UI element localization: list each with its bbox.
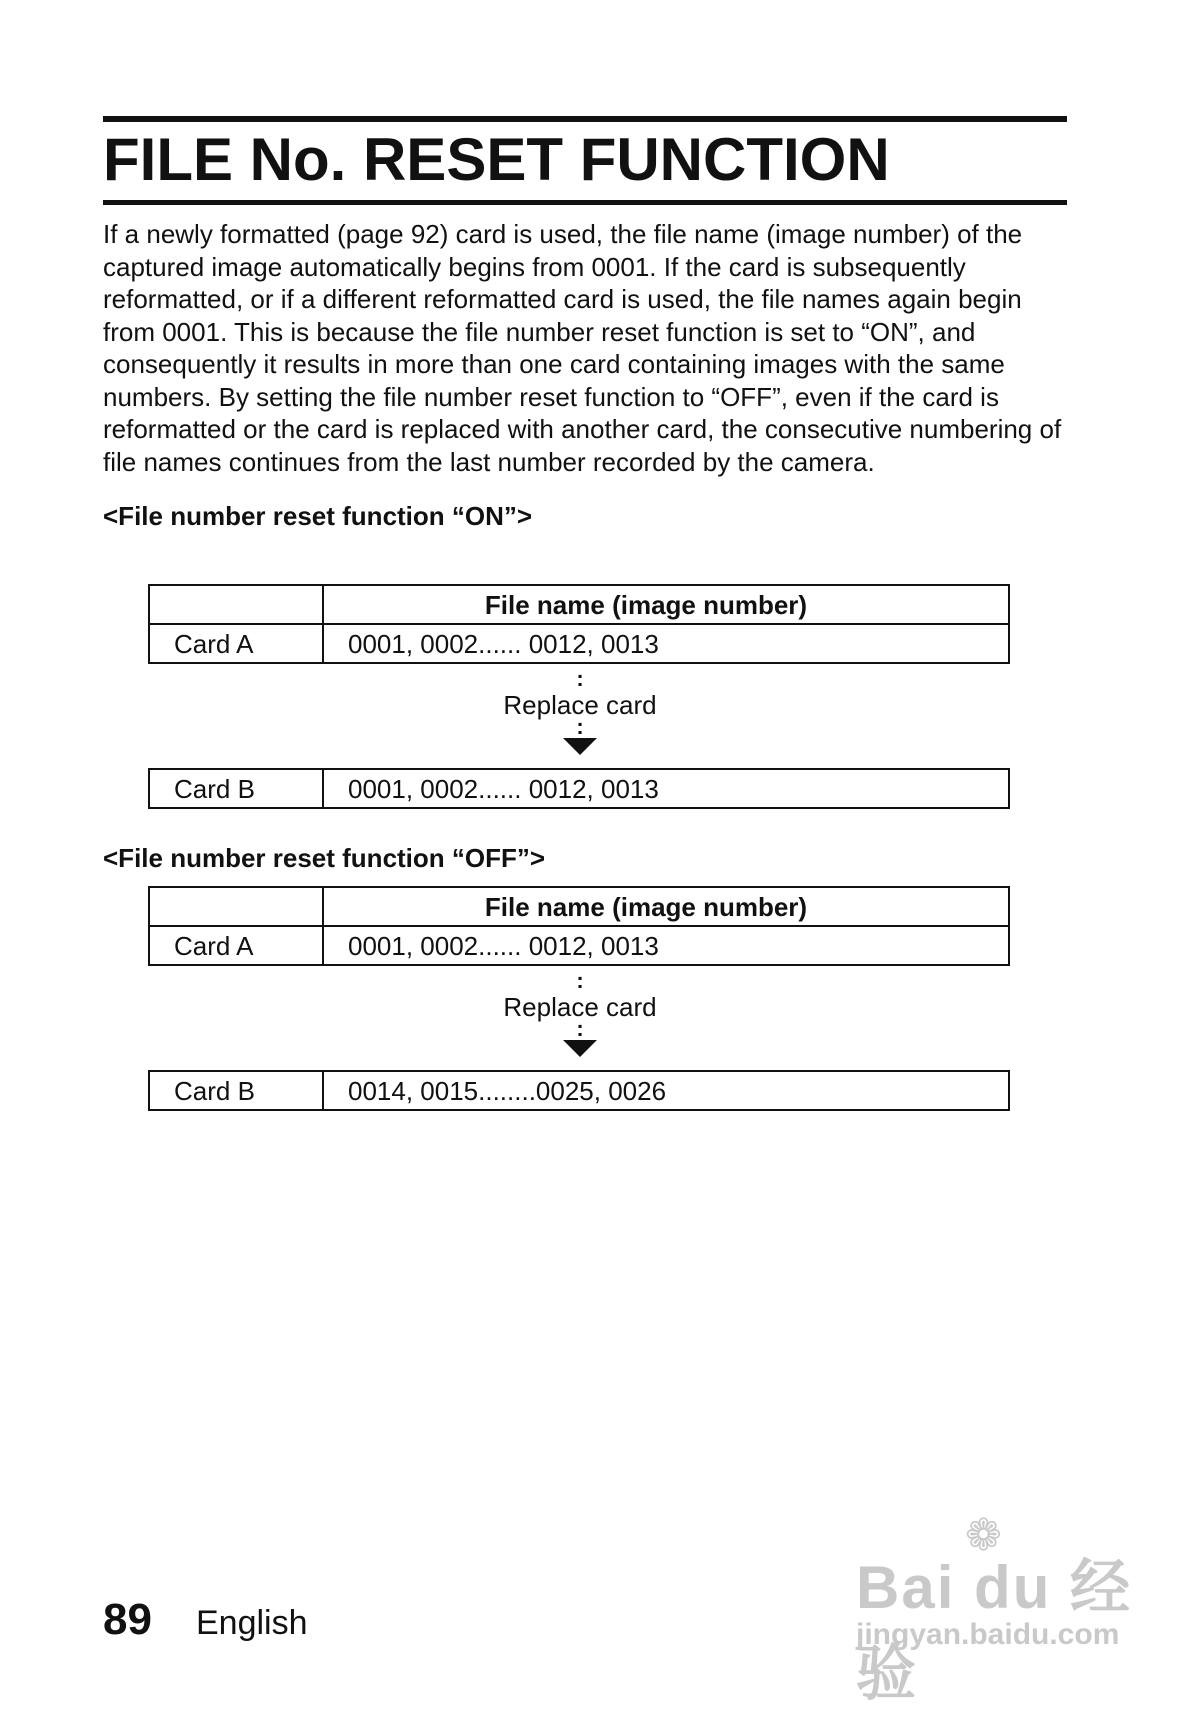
card-b-value: 0001, 0002...... 0012, 0013	[323, 769, 1009, 808]
replace-card-label: Replace card	[503, 690, 657, 720]
section-off-heading: <File number reset function “OFF”>	[103, 843, 546, 873]
paw-icon: ❁	[965, 1511, 1002, 1560]
page-language: English	[196, 1604, 308, 1642]
table-row	[149, 926, 1009, 965]
table-header-empty-cell	[149, 585, 323, 624]
section-on-table-a	[148, 584, 1010, 664]
page-number: 89	[103, 1595, 152, 1644]
table-row	[149, 769, 1009, 808]
arrow-down-icon	[563, 738, 597, 755]
dotted-connector-icon: :	[576, 968, 584, 993]
card-a-label: Card A	[149, 624, 323, 663]
baidu-watermark	[850, 1510, 1140, 1707]
table-header-empty-cell	[149, 887, 323, 926]
table-row	[149, 1071, 1009, 1110]
table-header-row	[149, 585, 1009, 624]
section-on-table-b	[148, 768, 1010, 809]
card-b-value: 0014, 0015........0025, 0026	[323, 1071, 1009, 1110]
card-a-label: Card A	[149, 926, 323, 965]
dotted-connector-icon: :	[576, 666, 584, 691]
arrow-down-icon	[563, 1040, 597, 1057]
card-a-value: 0001, 0002...... 0012, 0013	[323, 624, 1009, 663]
table-row	[149, 624, 1009, 663]
card-b-label: Card B	[149, 1071, 323, 1110]
dotted-connector-icon: :	[576, 714, 584, 739]
intro-paragraph: If a newly formatted (page 92) card is used, the file name (image number) of the captured image automatically begins from 0001. If the card is subsequently reformatted, or if a different reformatted card is used, the file names again begin from 0001. This is because the file number reset function is set to “ON”, and consequently it results in more than one card containing images with the same numbers. By setting the file number reset function to “OFF”, even if the card is reformatted or the card is replaced with another card, the consecutive numbering of file names continues from the last number recorded by the camera.	[103, 219, 1062, 477]
card-a-value: 0001, 0002...... 0012, 0013	[323, 926, 1009, 965]
title-bottom-rule	[103, 200, 1067, 205]
section-on-heading: <File number reset function “ON”>	[103, 501, 533, 531]
dotted-connector-icon: :	[576, 1016, 584, 1041]
watermark-brand: Bai du 经验	[856, 1554, 1133, 1707]
section-on-replace-indicator	[480, 666, 680, 755]
watermark-url: jingyan.baidu.com	[856, 1618, 1120, 1651]
table-header-row	[149, 887, 1009, 926]
table-column-header: File name (image number)	[323, 585, 1009, 624]
table-column-header: File name (image number)	[323, 887, 1009, 926]
section-off-table-a	[148, 886, 1010, 966]
section-off-replace-indicator	[480, 968, 680, 1057]
replace-card-label: Replace card	[503, 992, 657, 1022]
section-off-table-b	[148, 1070, 1010, 1111]
card-b-label: Card B	[149, 769, 323, 808]
page-title: FILE No. RESET FUNCTION	[103, 126, 890, 193]
